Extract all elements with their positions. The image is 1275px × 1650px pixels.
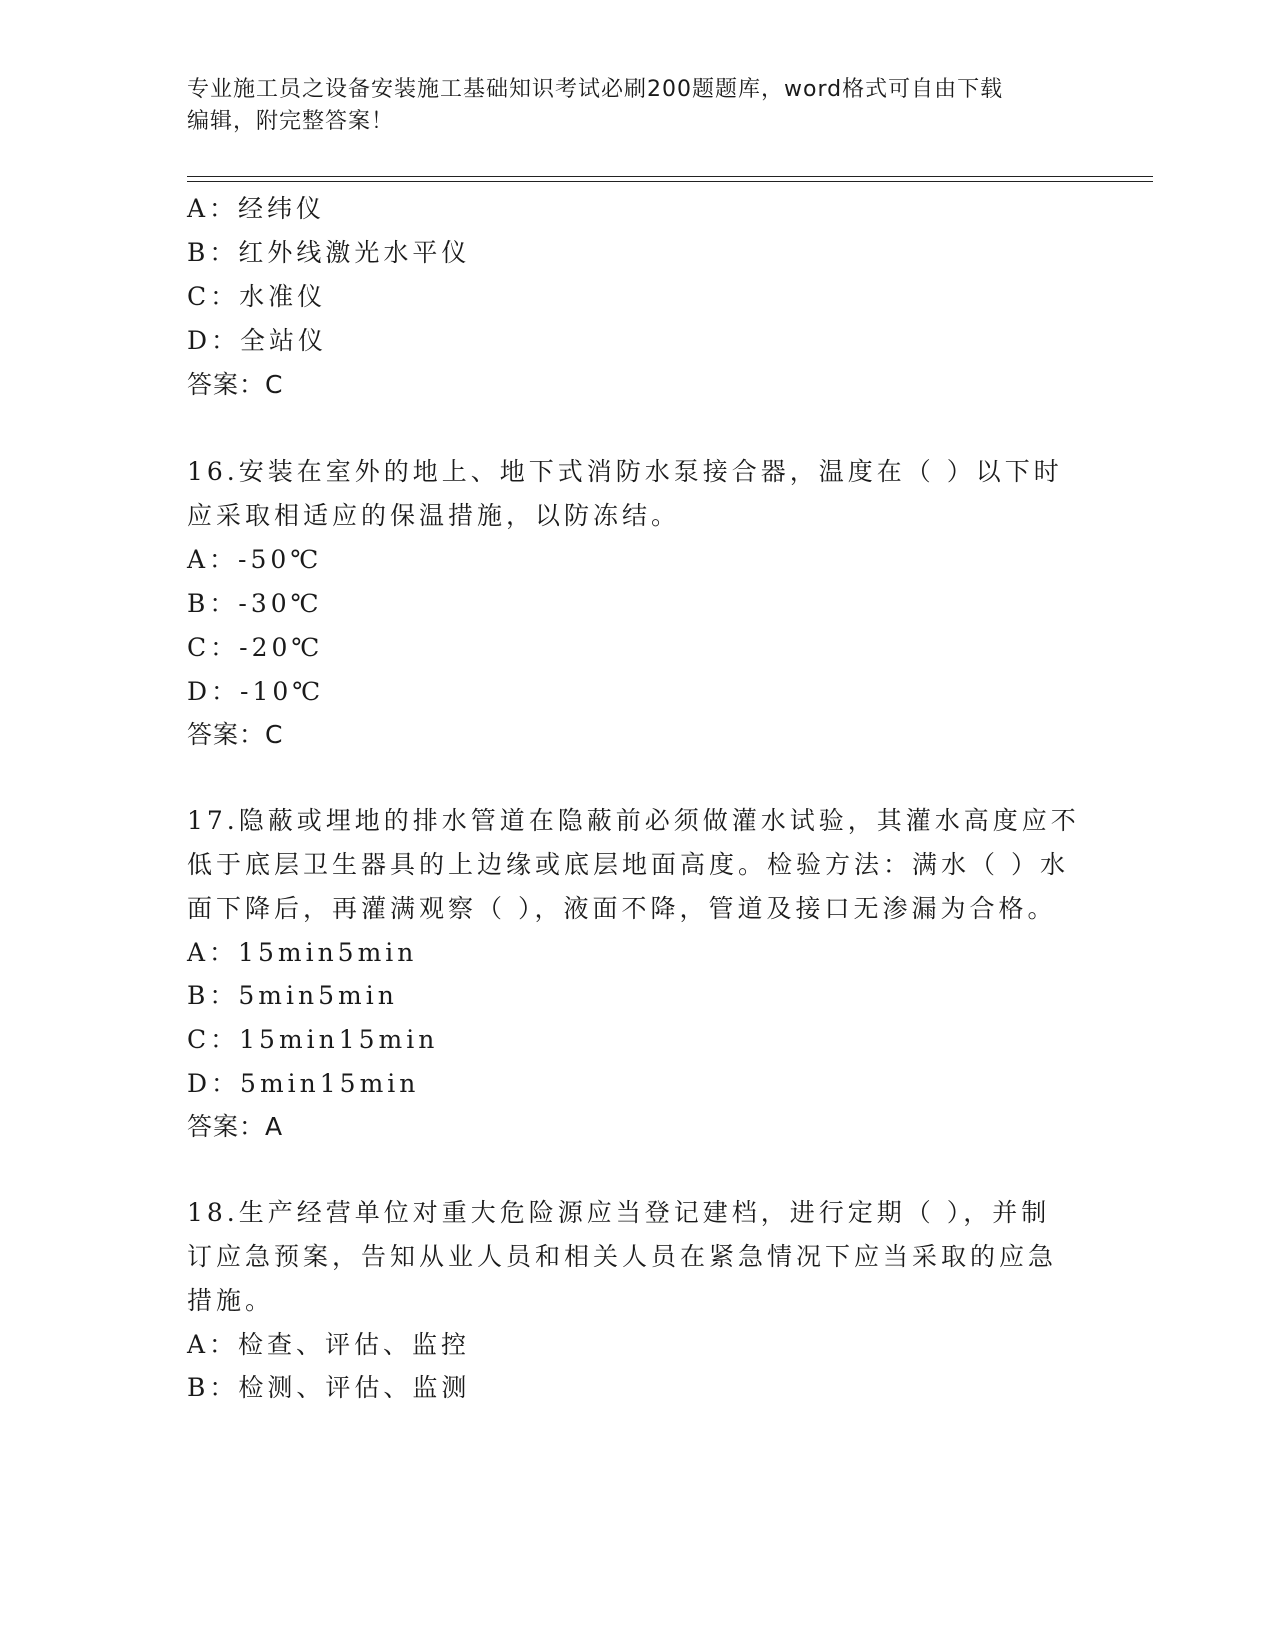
q16-option-c: C：-20℃ xyxy=(187,633,324,662)
q17-option-a: A：15min5min xyxy=(187,938,418,967)
q18-option-b: B：检测、评估、监测 xyxy=(187,1373,471,1402)
q17-stem-line-2: 低于底层卫生器具的上边缘或底层地面高度。检验方法：满水（ ）水 xyxy=(187,850,1069,879)
q16-answer: 答案：C xyxy=(187,720,284,749)
q17-stem-line-3: 面下降后，再灌满观察（ ），液面不降，管道及接口无渗漏为合格。 xyxy=(187,894,1057,923)
q16-option-d: D：-10℃ xyxy=(187,677,325,706)
q15-option-c: C：水准仪 xyxy=(187,282,327,311)
header-title-line-1: 专业施工员之设备安装施工基础知识考试必刷200题题库，word格式可自由下载 xyxy=(187,77,1004,102)
q18-option-a: A：检查、评估、监控 xyxy=(187,1330,471,1359)
q17-option-d: D：5min15min xyxy=(187,1069,420,1098)
q18-stem-line-3: 措施。 xyxy=(187,1286,275,1315)
q15-option-b: B：红外线激光水平仪 xyxy=(187,238,471,267)
header-divider-top xyxy=(187,176,1153,177)
q15-option-d: D：全站仪 xyxy=(187,326,328,355)
q16-stem-line-1: 16.安装在室外的地上、地下式消防水泵接合器，温度在（ ）以下时 xyxy=(187,457,1063,486)
q18-stem-line-1: 18.生产经营单位对重大危险源应当登记建档，进行定期（ ），并制 xyxy=(187,1198,1051,1227)
q17-stem-line-1: 17.隐蔽或埋地的排水管道在隐蔽前必须做灌水试验，其灌水高度应不 xyxy=(187,806,1080,835)
q18-stem-line-2: 订应急预案，告知从业人员和相关人员在紧急情况下应当采取的应急 xyxy=(187,1242,1058,1271)
document-header xyxy=(187,74,1077,138)
header-title-line-2: 编辑，附完整答案！ xyxy=(187,109,395,134)
q17-answer: 答案：A xyxy=(187,1112,284,1141)
q15-answer: 答案：C xyxy=(187,370,284,399)
q16-option-b: B：-30℃ xyxy=(187,589,323,618)
q17-option-b: B：5min5min xyxy=(187,981,398,1010)
q17-option-c: C：15min15min xyxy=(187,1025,439,1054)
header-divider-bottom xyxy=(187,181,1153,182)
q16-option-a: A：-50℃ xyxy=(187,545,323,574)
q16-stem-line-2: 应采取相适应的保温措施，以防冻结。 xyxy=(187,501,681,530)
q15-option-a: A：经纬仪 xyxy=(187,194,326,223)
